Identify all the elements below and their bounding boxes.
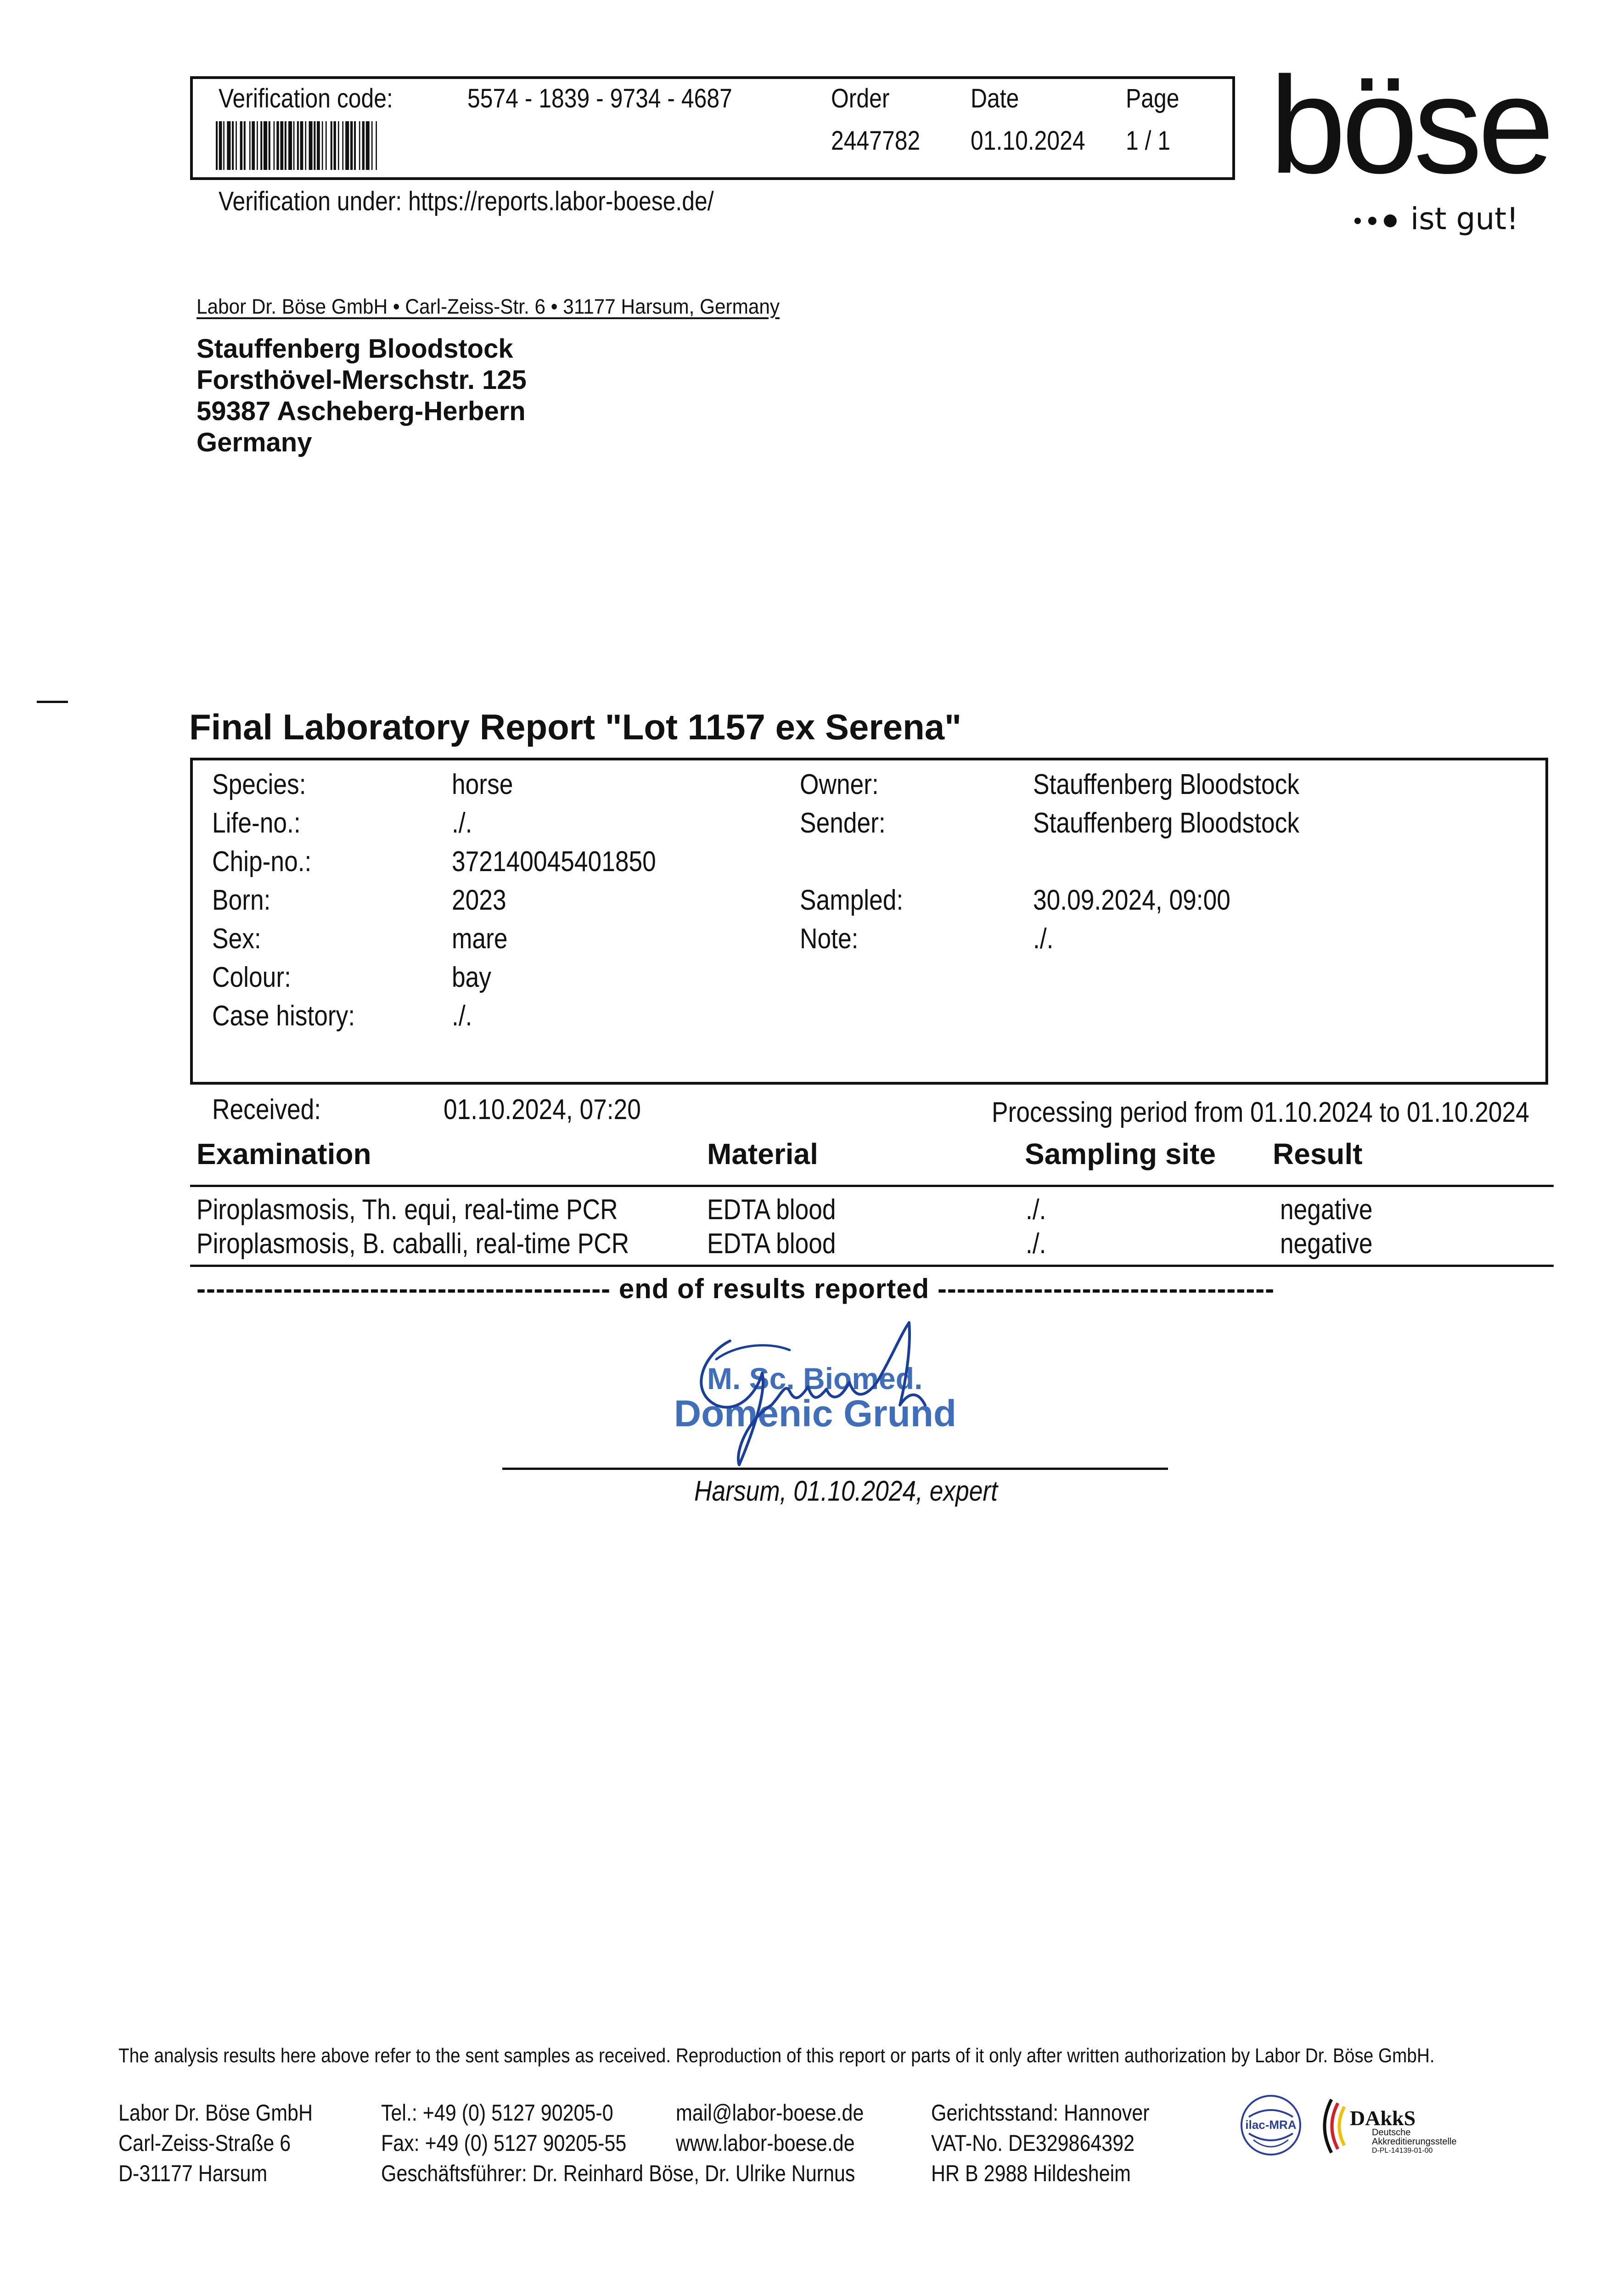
table-bottom-rule: [190, 1265, 1554, 1267]
dot-icon: [1354, 218, 1361, 224]
colour-value: bay: [452, 962, 491, 993]
stamp-name: Domenic Grund: [674, 1393, 957, 1435]
report-title: Final Laboratory Report "Lot 1157 ex Serena": [189, 707, 962, 747]
footer-website-link[interactable]: www.labor-boese.de: [676, 2130, 855, 2156]
life-no-label: Life-no.:: [212, 807, 301, 839]
date-label: Date: [971, 84, 1019, 113]
dakks-line1: Deutsche: [1372, 2127, 1411, 2138]
table-cell-sampling-site: ./.: [1026, 1228, 1046, 1260]
chip-no-label: Chip-no.:: [212, 846, 312, 878]
stamp-title: M. Sc. Biomed.: [707, 1362, 923, 1396]
received-label: Received:: [212, 1094, 321, 1125]
column-header-result: Result: [1273, 1137, 1363, 1171]
case-history-label: Case history:: [212, 1000, 355, 1032]
sex-label: Sex:: [212, 923, 261, 955]
dakks-id: D-PL-14139-01-00: [1372, 2147, 1433, 2155]
sender-address-line: Labor Dr. Böse GmbH • Carl-Zeiss-Str. 6 • 31177 Harsum, Germany: [197, 295, 780, 318]
footer-fax: Fax: +49 (0) 5127 90205-55: [381, 2130, 627, 2156]
ilac-mra-logo: [1240, 2094, 1302, 2156]
page-value: 1 / 1: [1126, 126, 1171, 156]
verification-url[interactable]: Verification under: https://reports.labor-boese.de/: [219, 186, 714, 216]
chip-no-value: 372140045401850: [452, 846, 656, 878]
dot-icon: [1384, 214, 1397, 227]
recipient-line: Stauffenberg Bloodstock: [197, 334, 513, 364]
table-cell-material: EDTA blood: [707, 1228, 836, 1260]
dakks-name: DAkkS: [1350, 2106, 1416, 2130]
table-cell-examination: Piroplasmosis, Th. equi, real-time PCR: [197, 1194, 618, 1226]
footer-register: HR B 2988 Hildesheim: [931, 2161, 1131, 2186]
dakks-line2: Akkreditierungsstelle: [1372, 2137, 1457, 2147]
species-value: horse: [452, 769, 513, 800]
sender-label: Sender:: [800, 807, 886, 839]
date-value: 01.10.2024: [971, 126, 1085, 156]
order-label: Order: [831, 84, 890, 113]
life-no-value: ./.: [452, 807, 472, 839]
boese-logo: böse: [1269, 48, 1550, 202]
footer-managing-directors: Geschäftsführer: Dr. Reinhard Böse, Dr. Ulrike Nurnus: [381, 2161, 855, 2186]
colour-label: Colour:: [212, 962, 291, 993]
footer-company: Labor Dr. Böse GmbH: [118, 2100, 313, 2126]
verification-code-label: Verification code:: [219, 84, 393, 113]
handwritten-signature: [661, 1313, 1001, 1469]
logo-tagline: [1354, 201, 1519, 236]
processing-period: Processing period from 01.10.2024 to 01.10.2024: [992, 1097, 1529, 1128]
table-cell-result: negative: [1280, 1228, 1373, 1260]
footer-street: Carl-Zeiss-Straße 6: [118, 2130, 291, 2156]
born-label: Born:: [212, 884, 271, 916]
sampled-label: Sampled:: [800, 884, 904, 916]
signature-rule: [502, 1468, 1168, 1470]
recipient-line: Germany: [197, 428, 312, 457]
ilac-text: ilac-MRA: [1245, 2118, 1297, 2132]
recipient-line: Forsthövel-Merschstr. 125: [197, 365, 527, 395]
footer-vat: VAT-No. DE329864392: [931, 2130, 1135, 2156]
born-value: 2023: [452, 884, 506, 916]
end-of-results-line: ------------------------------------------- end of results reported -----------------------------------: [197, 1273, 1275, 1304]
sender-value: Stauffenberg Bloodstock: [1033, 807, 1300, 839]
column-header-examination: Examination: [197, 1137, 371, 1171]
sex-value: mare: [452, 923, 508, 955]
recipient-line: 59387 Ascheberg-Herbern: [197, 396, 526, 426]
column-header-material: Material: [707, 1137, 818, 1171]
animal-info-box: [190, 758, 1548, 1085]
sampled-value: 30.09.2024, 09:00: [1033, 884, 1230, 916]
table-cell-result: negative: [1280, 1194, 1373, 1226]
verification-code: 5574 - 1839 - 9734 - 4687: [467, 84, 732, 113]
dot-icon: [1368, 217, 1376, 225]
barcode-icon: [216, 121, 551, 170]
footer-phone: Tel.: +49 (0) 5127 90205-0: [381, 2100, 613, 2126]
received-value: 01.10.2024, 07:20: [444, 1094, 641, 1125]
dakks-logo: [1313, 2095, 1469, 2157]
footer-email-link[interactable]: mail@labor-boese.de: [676, 2100, 864, 2126]
disclaimer: The analysis results here above refer to the sent samples as received. Reproduction of this report or parts of it only after written authorization by Labor Dr. Böse GmbH.: [118, 2044, 1435, 2067]
note-value: ./.: [1033, 923, 1054, 955]
table-header-rule: [190, 1185, 1554, 1187]
footer-jurisdiction: Gerichtsstand: Hannover: [931, 2100, 1150, 2126]
case-history-value: ./.: [452, 1000, 472, 1032]
species-label: Species:: [212, 769, 306, 800]
table-cell-examination: Piroplasmosis, B. caballi, real-time PCR: [197, 1228, 629, 1260]
note-label: Note:: [800, 923, 859, 955]
owner-value: Stauffenberg Bloodstock: [1033, 769, 1300, 800]
table-cell-material: EDTA blood: [707, 1194, 836, 1226]
owner-label: Owner:: [800, 769, 879, 800]
page-label: Page: [1126, 84, 1179, 113]
column-header-sampling-site: Sampling site: [1025, 1137, 1216, 1171]
footer-city: D-31177 Harsum: [118, 2161, 268, 2186]
signature-caption: Harsum, 01.10.2024, expert: [694, 1475, 998, 1507]
table-cell-sampling-site: ./.: [1026, 1194, 1046, 1226]
logo-tagline-text: ist gut!: [1410, 201, 1519, 236]
fold-mark: [37, 701, 68, 703]
order-value: 2447782: [831, 126, 921, 156]
